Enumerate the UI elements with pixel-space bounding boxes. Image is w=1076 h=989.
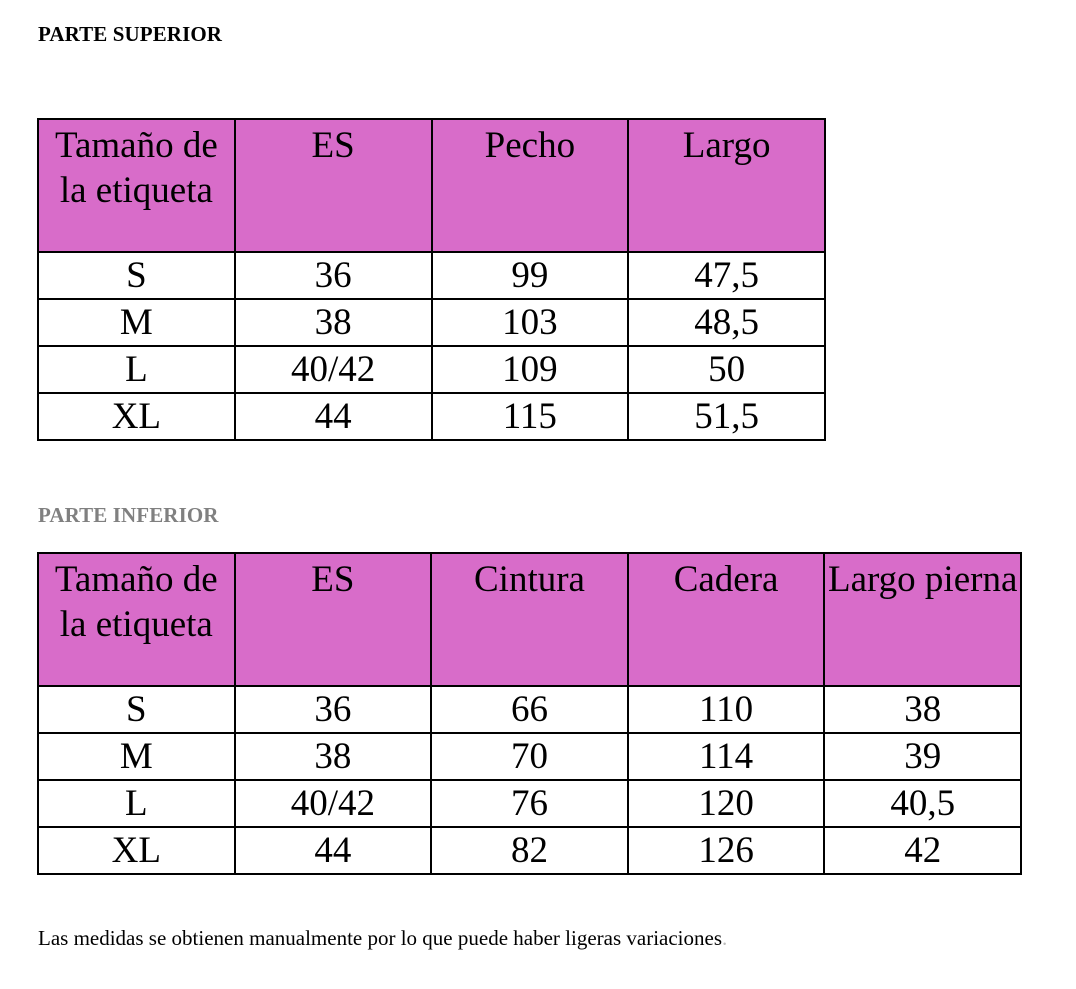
table-row (38, 780, 1021, 827)
table-cell: 120 (628, 780, 825, 827)
table-row (38, 393, 825, 440)
table-cell: 40,5 (824, 780, 1021, 827)
table-cell: 76 (431, 780, 628, 827)
table-cell: 103 (432, 299, 629, 346)
table-cell: 39 (824, 733, 1021, 780)
table-cell: 126 (628, 827, 825, 874)
table-cell: 109 (432, 346, 629, 393)
table-row (38, 299, 825, 346)
table-cell: 99 (432, 252, 629, 299)
table-cell: 70 (431, 733, 628, 780)
table-cell: 38 (235, 733, 432, 780)
header-cell: Cintura (431, 553, 628, 686)
table-cell: 42 (824, 827, 1021, 874)
header-cell: Largo pierna (824, 553, 1021, 686)
table-cell: 110 (628, 686, 825, 733)
table-cell: 38 (824, 686, 1021, 733)
header-cell: Pecho (432, 119, 629, 252)
footnote (38, 926, 727, 951)
table-cell: 50 (628, 346, 825, 393)
table-cell: XL (38, 393, 235, 440)
table-cell: 44 (235, 393, 432, 440)
size-table-top (37, 118, 826, 441)
size-table-bottom (37, 552, 1022, 875)
table-cell: 44 (235, 827, 432, 874)
table-cell: 66 (431, 686, 628, 733)
table-cell: M (38, 733, 235, 780)
table-cell: 36 (235, 252, 432, 299)
table-cell: 40/42 (235, 780, 432, 827)
header-cell: Largo (628, 119, 825, 252)
table-cell: 114 (628, 733, 825, 780)
header-cell: Cadera (628, 553, 825, 686)
table-cell: S (38, 252, 235, 299)
table-cell: 48,5 (628, 299, 825, 346)
table-cell: L (38, 346, 235, 393)
table-cell: 36 (235, 686, 432, 733)
table-row (38, 346, 825, 393)
table-row (38, 827, 1021, 874)
table-cell: 38 (235, 299, 432, 346)
table-header-row (38, 119, 825, 252)
header-cell: ES (235, 553, 432, 686)
table-row (38, 686, 1021, 733)
table-cell: M (38, 299, 235, 346)
footnote-end: . (722, 926, 728, 950)
section-title-bottom: PARTE INFERIOR (38, 503, 219, 527)
table-cell: 82 (431, 827, 628, 874)
table-cell: L (38, 780, 235, 827)
table-row (38, 252, 825, 299)
table-cell: 40/42 (235, 346, 432, 393)
table-header-row (38, 553, 1021, 686)
footnote-text: Las medidas se obtienen manualmente por lo que puede haber ligeras variaciones (38, 926, 722, 950)
table-cell: 51,5 (628, 393, 825, 440)
table-cell: 115 (432, 393, 629, 440)
table-row (38, 733, 1021, 780)
header-cell: ES (235, 119, 432, 252)
header-cell: Tamaño de la etiqueta (38, 553, 235, 686)
table-cell: 47,5 (628, 252, 825, 299)
header-cell: Tamaño de la etiqueta (38, 119, 235, 252)
table-cell: XL (38, 827, 235, 874)
section-title-top: PARTE SUPERIOR (38, 22, 223, 46)
table-cell: S (38, 686, 235, 733)
